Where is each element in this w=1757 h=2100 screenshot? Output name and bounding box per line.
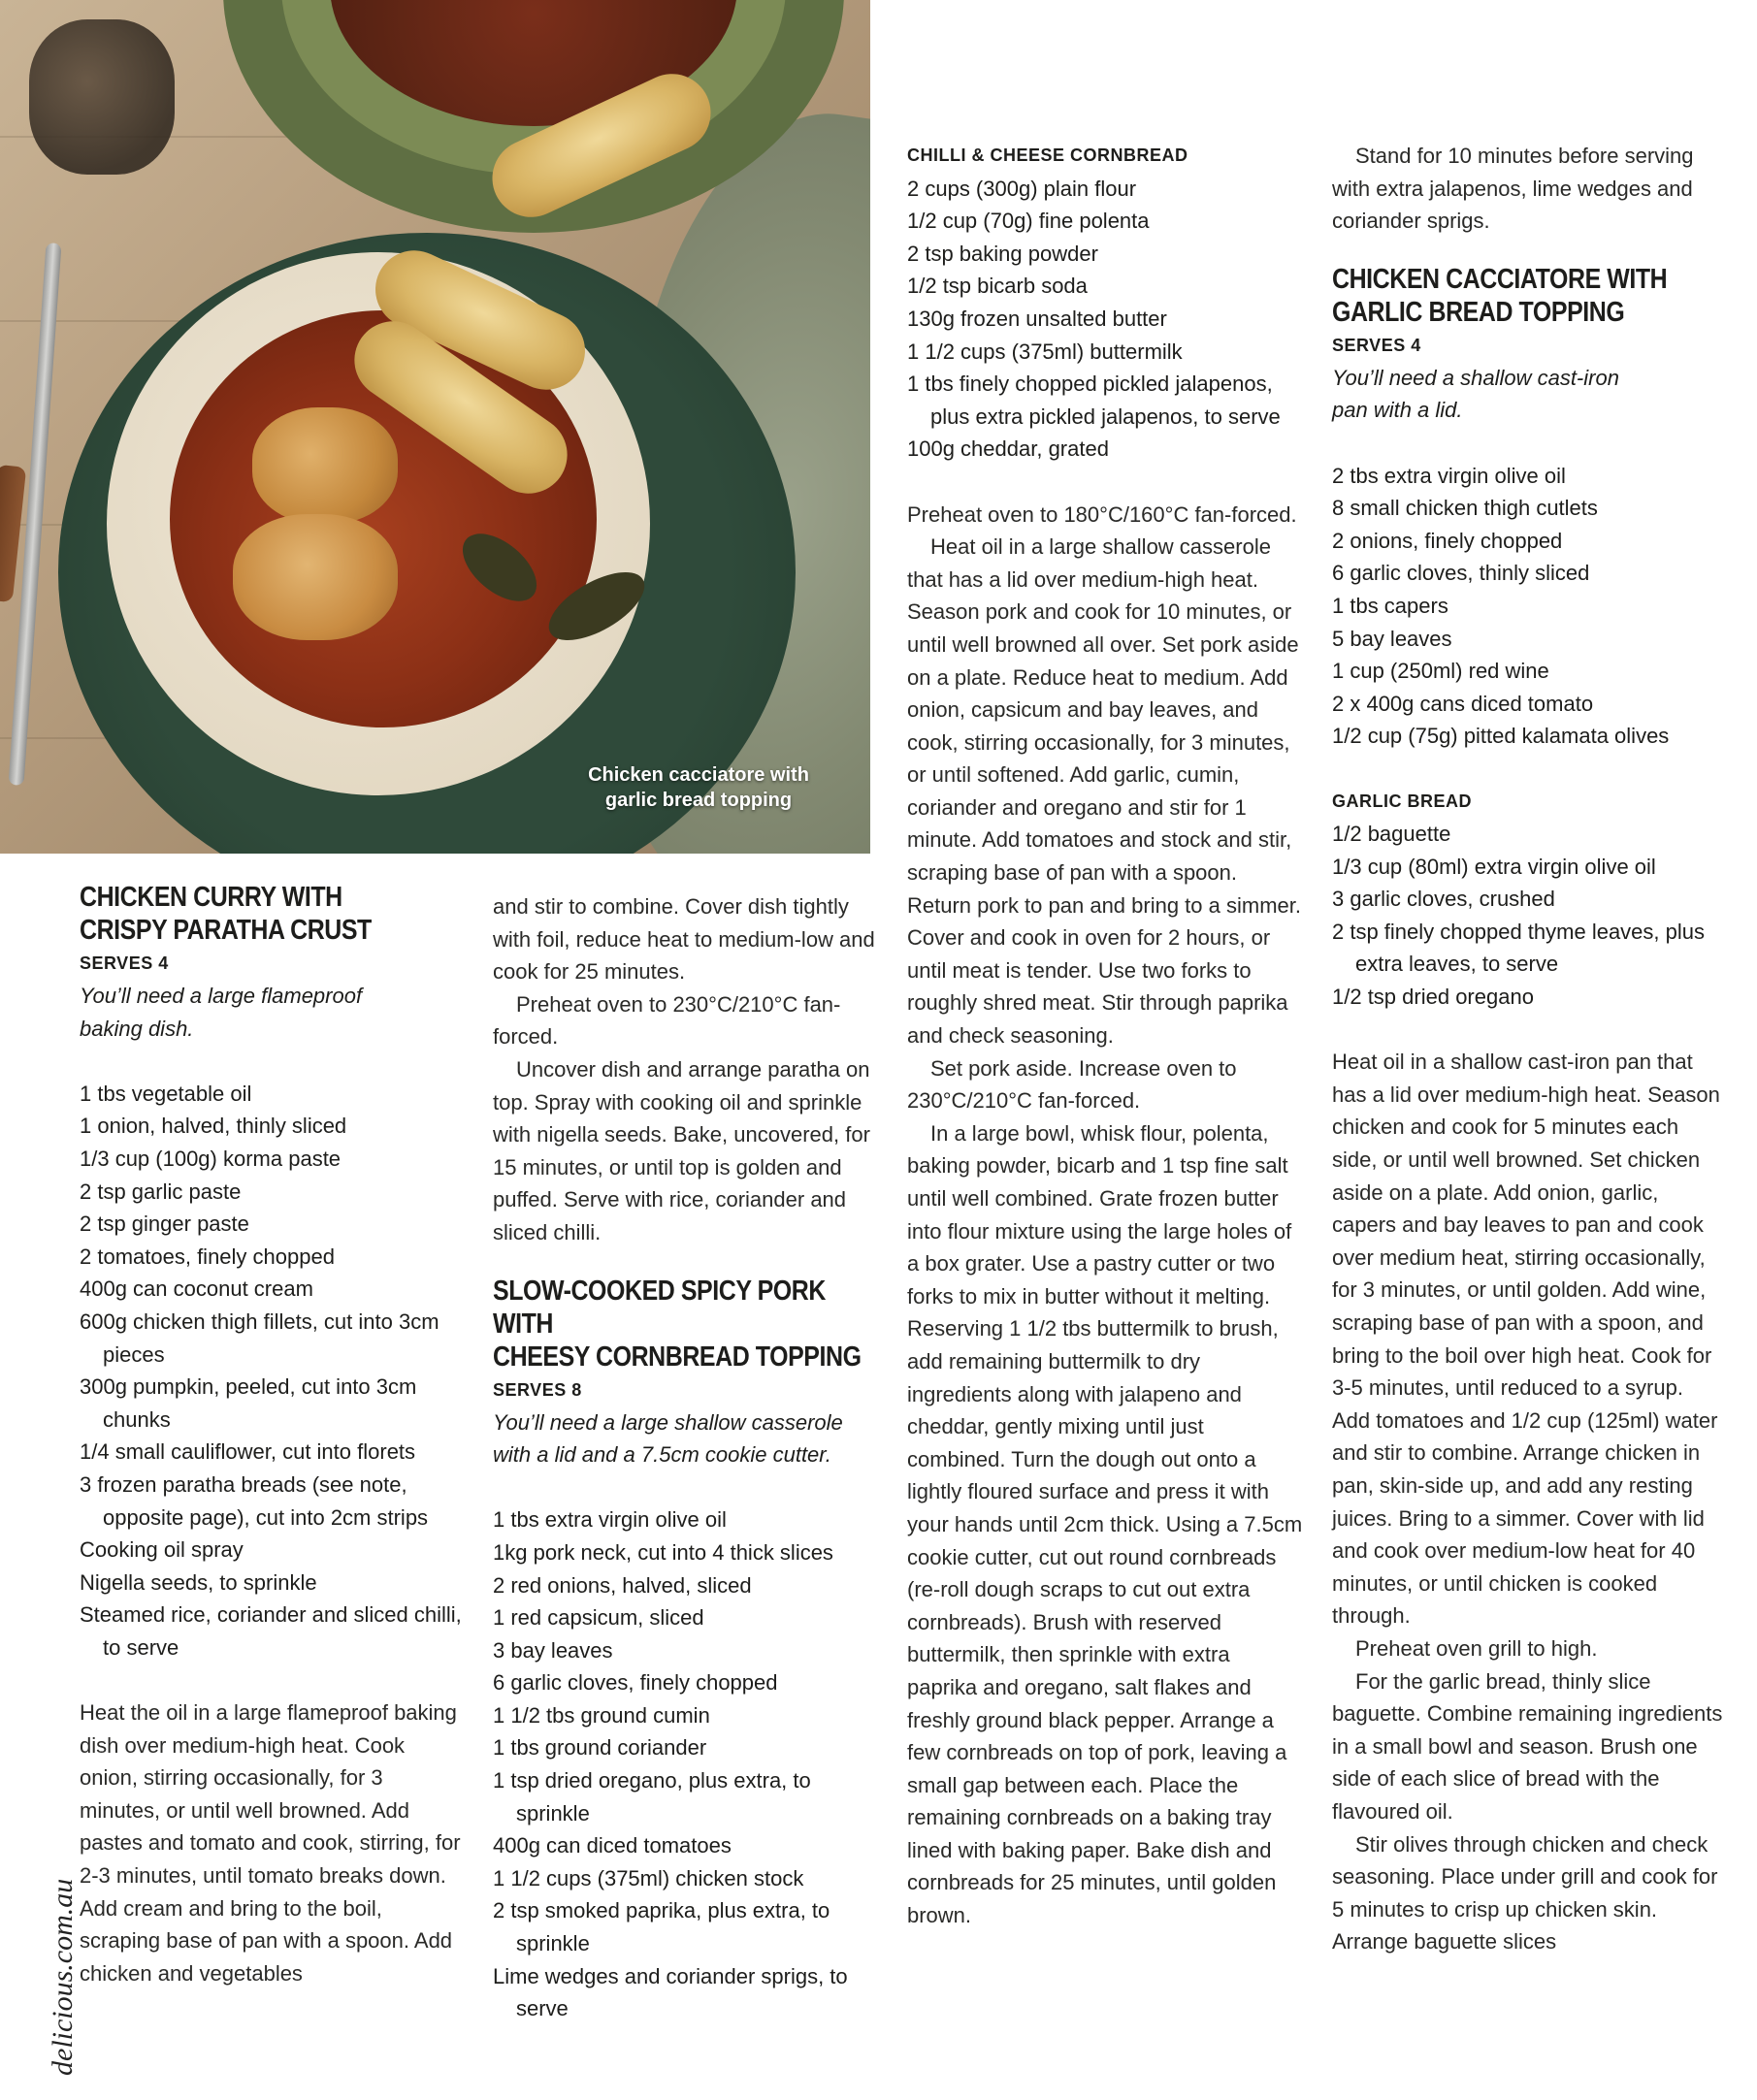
ingredient-item: 2 tsp baking powder (907, 241, 1098, 266)
ingredient-item: 2 tsp garlic paste (80, 1179, 242, 1204)
ingredient-item: 1/2 baguette (1332, 822, 1451, 847)
ingredient-item: 1kg pork neck, cut into 4 thick slices (493, 1539, 833, 1565)
equipment-note: pan with a lid. (1332, 398, 1463, 423)
ingredient-item: Steamed rice, coriander and sliced chilli, to serve (80, 1602, 462, 1660)
recipe-title: CRISPY PARATHA CRUST (80, 915, 372, 946)
recipe-photo (0, 0, 870, 854)
ingredient-item: 1 tbs capers (1332, 593, 1448, 618)
ingredient-item: 8 small chicken thigh cutlets (1332, 496, 1598, 521)
ingredient-item: 1/2 tsp bicarb soda (907, 274, 1088, 299)
ingredient-list (907, 173, 1305, 466)
method-paragraph: Heat oil in a large shallow casserole that has a lid over medium-high heat. Season pork and cook for 10 minutes, or until well browned all over. Set pork aside on a plate. Reduce heat to medium. Add onion, capsicum and bay leaves, and cook, stirring occasionally, for 3 minutes, or until softened. Add garlic, cumin, coriander and oregano and stir for 1 minute. Add tomatoes and stock and stir, scraping base of pan with a spoon. Return pork to pan and bring to a simmer. Cover and cook in oven for 2 hours, or until meat is tender. Use two forks to roughly shred meat. Stir through paprika and check seasoning. (907, 534, 1301, 1049)
method-paragraph: Heat oil in a shallow cast-iron pan that has a lid over medium-high heat. Season chicken and cook for 5 minutes each side, or until well browned. Set chicken aside on a plate. Add onion, garlic, capers and bay leaves to pan and cook over medium heat, stirring occasionally, for 3 minutes, or until golden. Add wine, scraping base of pan with a spoon, and bring to the boil over high heat. Cook for 3-5 minutes, until reduced to a syrup. Add tomatoes and 1/2 cup (125ml) water and stir to combine. Arrange chicken in pan, skin-side up, and add any resting juices. Bring to a simmer. Cover with lid and cook over medium-low heat for 40 minutes, or until chicken is cooked through. (1332, 1050, 1720, 1629)
chicken-piece (252, 407, 398, 524)
method-paragraph: Stand for 10 minutes before serving with extra jalapenos, lime wedges and coriander sprigs. (1332, 144, 1694, 234)
recipe-title: SLOW-COOKED SPICY PORK WITH (493, 1275, 826, 1340)
ingredient-item: 2 cups (300g) plain flour (907, 176, 1137, 201)
ingredient-item: 400g can diced tomatoes (493, 1833, 732, 1858)
recipe-title: CHICKEN CACCIATORE WITH (1332, 263, 1668, 295)
ingredient-item: 1 1/2 tbs ground cumin (493, 1702, 710, 1728)
method-paragraph: For the garlic bread, thinly slice baguette. Combine remaining ingredients in a small bowl and season. Brush one side of each slice of bread with the flavoured oil. (1332, 1668, 1723, 1824)
recipe-title: CHICKEN CURRY WITH (80, 882, 342, 913)
ingredient-item: 1/4 small cauliflower, cut into florets (80, 1439, 416, 1465)
column-3 (907, 140, 1305, 1932)
ingredient-list (80, 1078, 468, 1664)
ingredient-item: 2 x 400g cans diced tomato (1332, 691, 1594, 716)
column-4 (1332, 140, 1725, 1958)
ingredient-item: Nigella seeds, to sprinkle (80, 1569, 317, 1595)
method-paragraph: In a large bowl, whisk flour, polenta, baking powder, bicarb and 1 tsp fine salt until well combined. Grate frozen butter into flour mixture using the large holes of a box grater. Use a pastry cutter or two forks to mix in butter without it melting. Reserving 1 1/2 tbs buttermilk to brush, add remaining buttermilk to dry ingredients along with jalapeno and cheddar, gently mixing until just combined. Turn the dough out onto a lightly floured surface and press it with your hands until 2cm thick. Using a 7.5cm cookie cutter, cut out round cornbreads (re-roll dough scraps to cut out extra cornbreads). Brush with reserved buttermilk, then sprinkle with extra paprika and oregano, salt flakes and freshly ground black pepper. Arrange a few cornbreads on top of pork, leaving a small gap between each. Place the remaining cornbreads on a baking tray lined with baking paper. Bake dish and cornbreads for 25 minutes, until golden brown. (907, 1120, 1303, 1928)
ingredient-item: 600g chicken thigh fillets, cut into 3cm pieces (80, 1308, 439, 1367)
ingredient-item: 1/3 cup (100g) korma paste (80, 1146, 342, 1171)
serves-label: SERVES 4 (1332, 335, 1421, 355)
column-curry (80, 881, 468, 1989)
ingredient-item: 1 1/2 cups (375ml) chicken stock (493, 1865, 804, 1890)
ingredient-item: 1 red capsicum, sliced (493, 1605, 704, 1631)
ingredient-item: 2 tsp ginger paste (80, 1212, 249, 1237)
ingredient-list (493, 1503, 881, 2025)
equipment-note: You’ll need a shallow cast-iron (1332, 365, 1619, 390)
ingredient-item: 2 red onions, halved, sliced (493, 1572, 752, 1598)
recipe-title: GARLIC BREAD TOPPING (1332, 296, 1625, 328)
equipment-note: You’ll need a large flameproof (80, 984, 363, 1008)
column-2 (493, 890, 881, 2025)
ingredient-item: 2 onions, finely chopped (1332, 528, 1563, 553)
ingredient-item: 300g pumpkin, peeled, cut into 3cm chunks (80, 1374, 417, 1432)
equipment-note: You’ll need a large shallow casserole (493, 1409, 843, 1435)
ingredient-item: 1 1/2 cups (375ml) buttermilk (907, 339, 1183, 364)
ingredient-item: 5 bay leaves (1332, 626, 1452, 651)
ingredient-item: 1 cup (250ml) red wine (1332, 659, 1549, 684)
ingredient-item: 130g frozen unsalted butter (907, 306, 1167, 331)
ingredient-item: 1/3 cup (80ml) extra virgin olive oil (1332, 854, 1656, 879)
recipe-title: CHEESY CORNBREAD TOPPING (493, 1341, 862, 1373)
method-paragraph: and stir to combine. Cover dish tightly with foil, reduce heat to medium-low and cook for 25 minutes. (493, 894, 875, 985)
ingredient-item: Lime wedges and coriander sprigs, to serve (493, 1963, 848, 2021)
ingredient-item: 1 onion, halved, thinly sliced (80, 1114, 347, 1139)
method-paragraph: Set pork aside. Increase oven to 230°C/210°C fan-forced. (907, 1055, 1237, 1114)
ingredient-item: 2 tsp finely chopped thyme leaves, plus extra leaves, to serve (1332, 919, 1706, 977)
serves-label: SERVES 4 (80, 953, 169, 973)
ingredient-list (1332, 818, 1725, 1014)
ingredient-item: 1 tbs finely chopped pickled jalapenos, plus extra pickled jalapenos, to serve (907, 372, 1281, 429)
equipment-note: baking dish. (80, 1016, 194, 1041)
ingredient-item: 1 tbs extra virgin olive oil (493, 1507, 727, 1533)
method-paragraph: Preheat oven to 230°C/210°C fan-forced. (493, 991, 841, 1050)
ingredient-item: 1 tbs ground coriander (493, 1735, 707, 1761)
ingredient-item: 400g can coconut cream (80, 1276, 313, 1302)
method-paragraph: Uncover dish and arrange paratha on top. Spray with cooking oil and sprinkle with nigella seeds. Bake, uncovered, for 15 minutes, or until top is golden and puffed. Serve with rice, coriander and sliced chilli. (493, 1056, 870, 1244)
serves-label: SERVES 8 (493, 1379, 582, 1400)
photo-caption: Chicken cacciatore with garlic bread topping (588, 764, 809, 811)
ingredient-item: 1/2 cup (70g) fine polenta (907, 209, 1150, 234)
ingredient-item: 3 bay leaves (493, 1637, 613, 1663)
ingredient-item: 1/2 tsp dried oregano (1332, 985, 1534, 1010)
ingredient-item: Cooking oil spray (80, 1537, 244, 1563)
equipment-note: with a lid and a 7.5cm cookie cutter. (493, 1442, 831, 1468)
ingredient-item: 100g cheddar, grated (907, 436, 1109, 462)
ingredient-item: 1 tbs vegetable oil (80, 1081, 252, 1106)
ingredient-item: 2 tomatoes, finely chopped (80, 1244, 335, 1269)
method-paragraph: Preheat oven to 180°C/160°C fan-forced. (907, 501, 1297, 527)
method-paragraph: Stir olives through chicken and check seasoning. Place under grill and cook for 5 minutes to crisp up chicken skin. Arrange baguette slices (1332, 1831, 1718, 1955)
ingredient-item: 6 garlic cloves, finely chopped (493, 1670, 778, 1696)
ingredient-item: 3 garlic cloves, crushed (1332, 887, 1555, 912)
subsection-heading: CHILLI & CHEESE CORNBREAD (907, 145, 1188, 165)
ingredient-item: 6 garlic cloves, thinly sliced (1332, 561, 1590, 586)
drinking-glass (29, 19, 175, 175)
ingredient-list (1332, 460, 1725, 753)
subsection-heading: GARLIC BREAD (1332, 791, 1472, 811)
ingredient-item: 2 tbs extra virgin olive oil (1332, 463, 1566, 488)
method-paragraph: Preheat oven grill to high. (1355, 1635, 1598, 1661)
ingredient-item: 1 tsp dried oregano, plus extra, to sprinkle (493, 1768, 811, 1825)
method-paragraph: Heat the oil in a large flameproof baking dish over medium-high heat. Cook onion, stirring occasionally, for 3 minutes, or until well browned. Add pastes and tomato and cook, stirring, for 2-3 minutes, until tomato breaks down. Add cream and bring to the boil, scraping base of pan with a spoon. Add chicken and vegetables (80, 1700, 461, 1986)
ingredient-item: 3 frozen paratha breads (see note, opposite page), cut into 2cm strips (80, 1471, 429, 1530)
ingredient-item: 2 tsp smoked paprika, plus extra, to sprinkle (493, 1898, 830, 1956)
site-url: delicious.com.au (47, 1878, 79, 2076)
ingredient-item: 1/2 cup (75g) pitted kalamata olives (1332, 724, 1670, 749)
chicken-piece (233, 514, 398, 640)
